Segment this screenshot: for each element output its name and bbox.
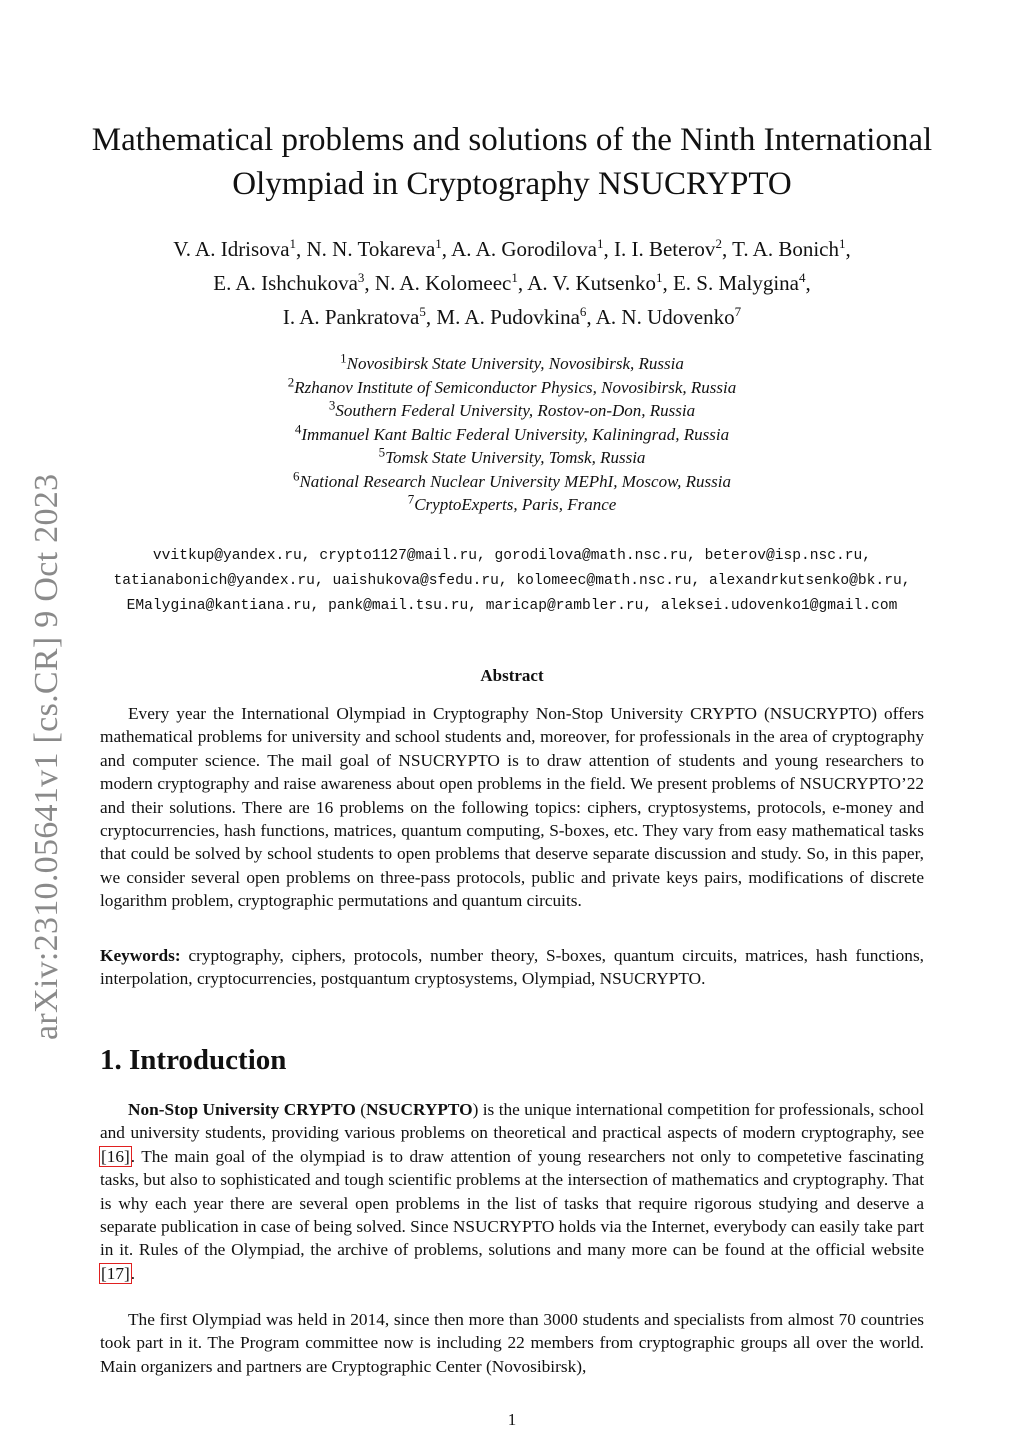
affiliation-list (60, 352, 964, 517)
author: V. A. Idrisova$^1$, (173, 236, 307, 261)
email-line-3: EMalygina@kantiana.ru, pank@mail.tsu.ru, maricap@rambler.ru, aleksei.udovenko1@gmail.com (126, 598, 898, 614)
arxiv-identifier-stamp: arXiv:2310.05641v1 [cs.CR] 9 Oct 2023 (28, 473, 65, 1040)
author-list (60, 232, 964, 334)
citation-link-17[interactable]: [17] (101, 1263, 130, 1283)
affiliation: $^3$Southern Federal University, Rostov-on-Don, Russia (328, 397, 696, 420)
citation-link-16[interactable]: [16] (101, 1146, 130, 1166)
author: A. V. Kutsenko$^1$, (527, 270, 673, 295)
intro-paragraph-1: Non-Stop University CRYPTO (NSUCRYPTO) is the unique international competition for professionals, school and university students, providing various problems on theoretical and practical aspects of modern cryptography, see [16]. The main goal of the olympiad is to draw attention of young researchers not only to competetive fascinating tasks, but also to sophisticated and tough scientific problems at the intersection of mathematics and cryptography. That is why each year there are several open problems in the list of tasks that require rigorous studying and deserve a separate publication in case of being solved. Since NSUCRYPTO holds via the Internet, everybody can easily take part in it. Rules of the Olympiad, the archive of problems, solutions and many more can be found at the official website [17]. (100, 1100, 924, 1283)
page-number: 1 (507, 1410, 517, 1429)
affiliation: $^6$National Research Nuclear University MEPhI, Moscow, Russia (292, 467, 732, 491)
author: I. I. Beterov$^2$, (613, 236, 733, 261)
section-heading-introduction: 1. Introduction (100, 1044, 287, 1076)
author: I. A. Pankratova$^5$, (282, 304, 437, 329)
bold-term: NSUCRYPTO (365, 1100, 473, 1119)
author: A. A. Gorodilova$^1$, (451, 236, 614, 261)
affiliation: $^2$Rzhanov Institute of Semiconductor Physics, Novosibirsk, Russia (287, 373, 737, 397)
author: N. N. Tokareva$^1$, (306, 236, 452, 261)
author: A. N. Udovenko$^7$ (595, 304, 742, 329)
paper-title (30, 118, 994, 206)
email-line-2: tatianabonich@yandex.ru, uaishukova@sfedu.ru, kolomeec@math.nsc.ru, alexandrkutsenko@bk.ru, (113, 573, 911, 589)
author: M. A. Pudovkina$^6$, (436, 304, 596, 329)
keywords-label: Keywords: (100, 946, 181, 965)
email-line-1: vvitkup@yandex.ru, crypto1127@mail.ru, gorodilova@math.nsc.ru, beterov@isp.nsc.ru, (152, 548, 872, 564)
email-list (40, 544, 984, 619)
title-line-1: Mathematical problems and solutions of the Ninth International (91, 122, 933, 158)
intro-paragraph-2: The first Olympiad was held in 2014, since then more than 3000 students and specialists from almost 70 countries took part in it. The Program committee now is including 22 members from cryptographic groups all over the world. Main organizers and partners are Cryptographic Center (Novosibirsk), (100, 1310, 924, 1376)
affiliation: $^4$Immanuel Kant Baltic Federal University, Kaliningrad, Russia (294, 420, 730, 444)
affiliation: $^1$Novosibirsk State University, Novosibirsk, Russia (340, 350, 684, 373)
abstract-body: Every year the International Olympiad in Cryptography Non-Stop University CRYPTO (NSUCRYPTO) offers mathematical problems for university and school students and, moreover, for professionals in the area of cryptography and computer science. The mail goal of NSUCRYPTO is to draw attention of students and young researchers to modern cryptography and raise awareness about open problems in the field. We present problems of NSUCRYPTO’22 and their solutions. There are 16 problems on the following topics: ciphers, cryptosystems, protocols, e-money and cryptocurrencies, hash functions, matrices, quantum computing, S-boxes, etc. They vary from easy mathematical tasks that could be solved by school students to open problems that deserve separate discussion and study. So, in this paper, we consider several open problems on three-pass protocols, public and private keys pairs, modifications of discrete logarithm problem, cryptographic permutations and quantum circuits. (100, 704, 924, 911)
author: E. A. Ishchukova$^3$, (213, 270, 375, 295)
keywords-text: cryptography, ciphers, protocols, number theory, S-boxes, quantum circuits, matrices, hash functions, interpolation, cryptocurrencies, postquantum cryptosystems, Olympiad, NSUCRYPTO. (100, 946, 924, 989)
bold-term: Non-Stop University CRYPTO (128, 1100, 356, 1119)
keywords (100, 944, 924, 991)
author: N. A. Kolomeec$^1$, (374, 270, 528, 295)
affiliation: $^7$CryptoExperts, Paris, France (407, 491, 617, 514)
abstract-heading: Abstract (480, 666, 544, 685)
title-line-2: Olympiad in Cryptography NSUCRYPTO (232, 166, 792, 202)
author: E. S. Malygina$^4$, (672, 270, 811, 295)
author: T. A. Bonich$^1$, (732, 236, 851, 261)
affiliation: $^5$Tomsk State University, Tomsk, Russia (378, 444, 646, 467)
